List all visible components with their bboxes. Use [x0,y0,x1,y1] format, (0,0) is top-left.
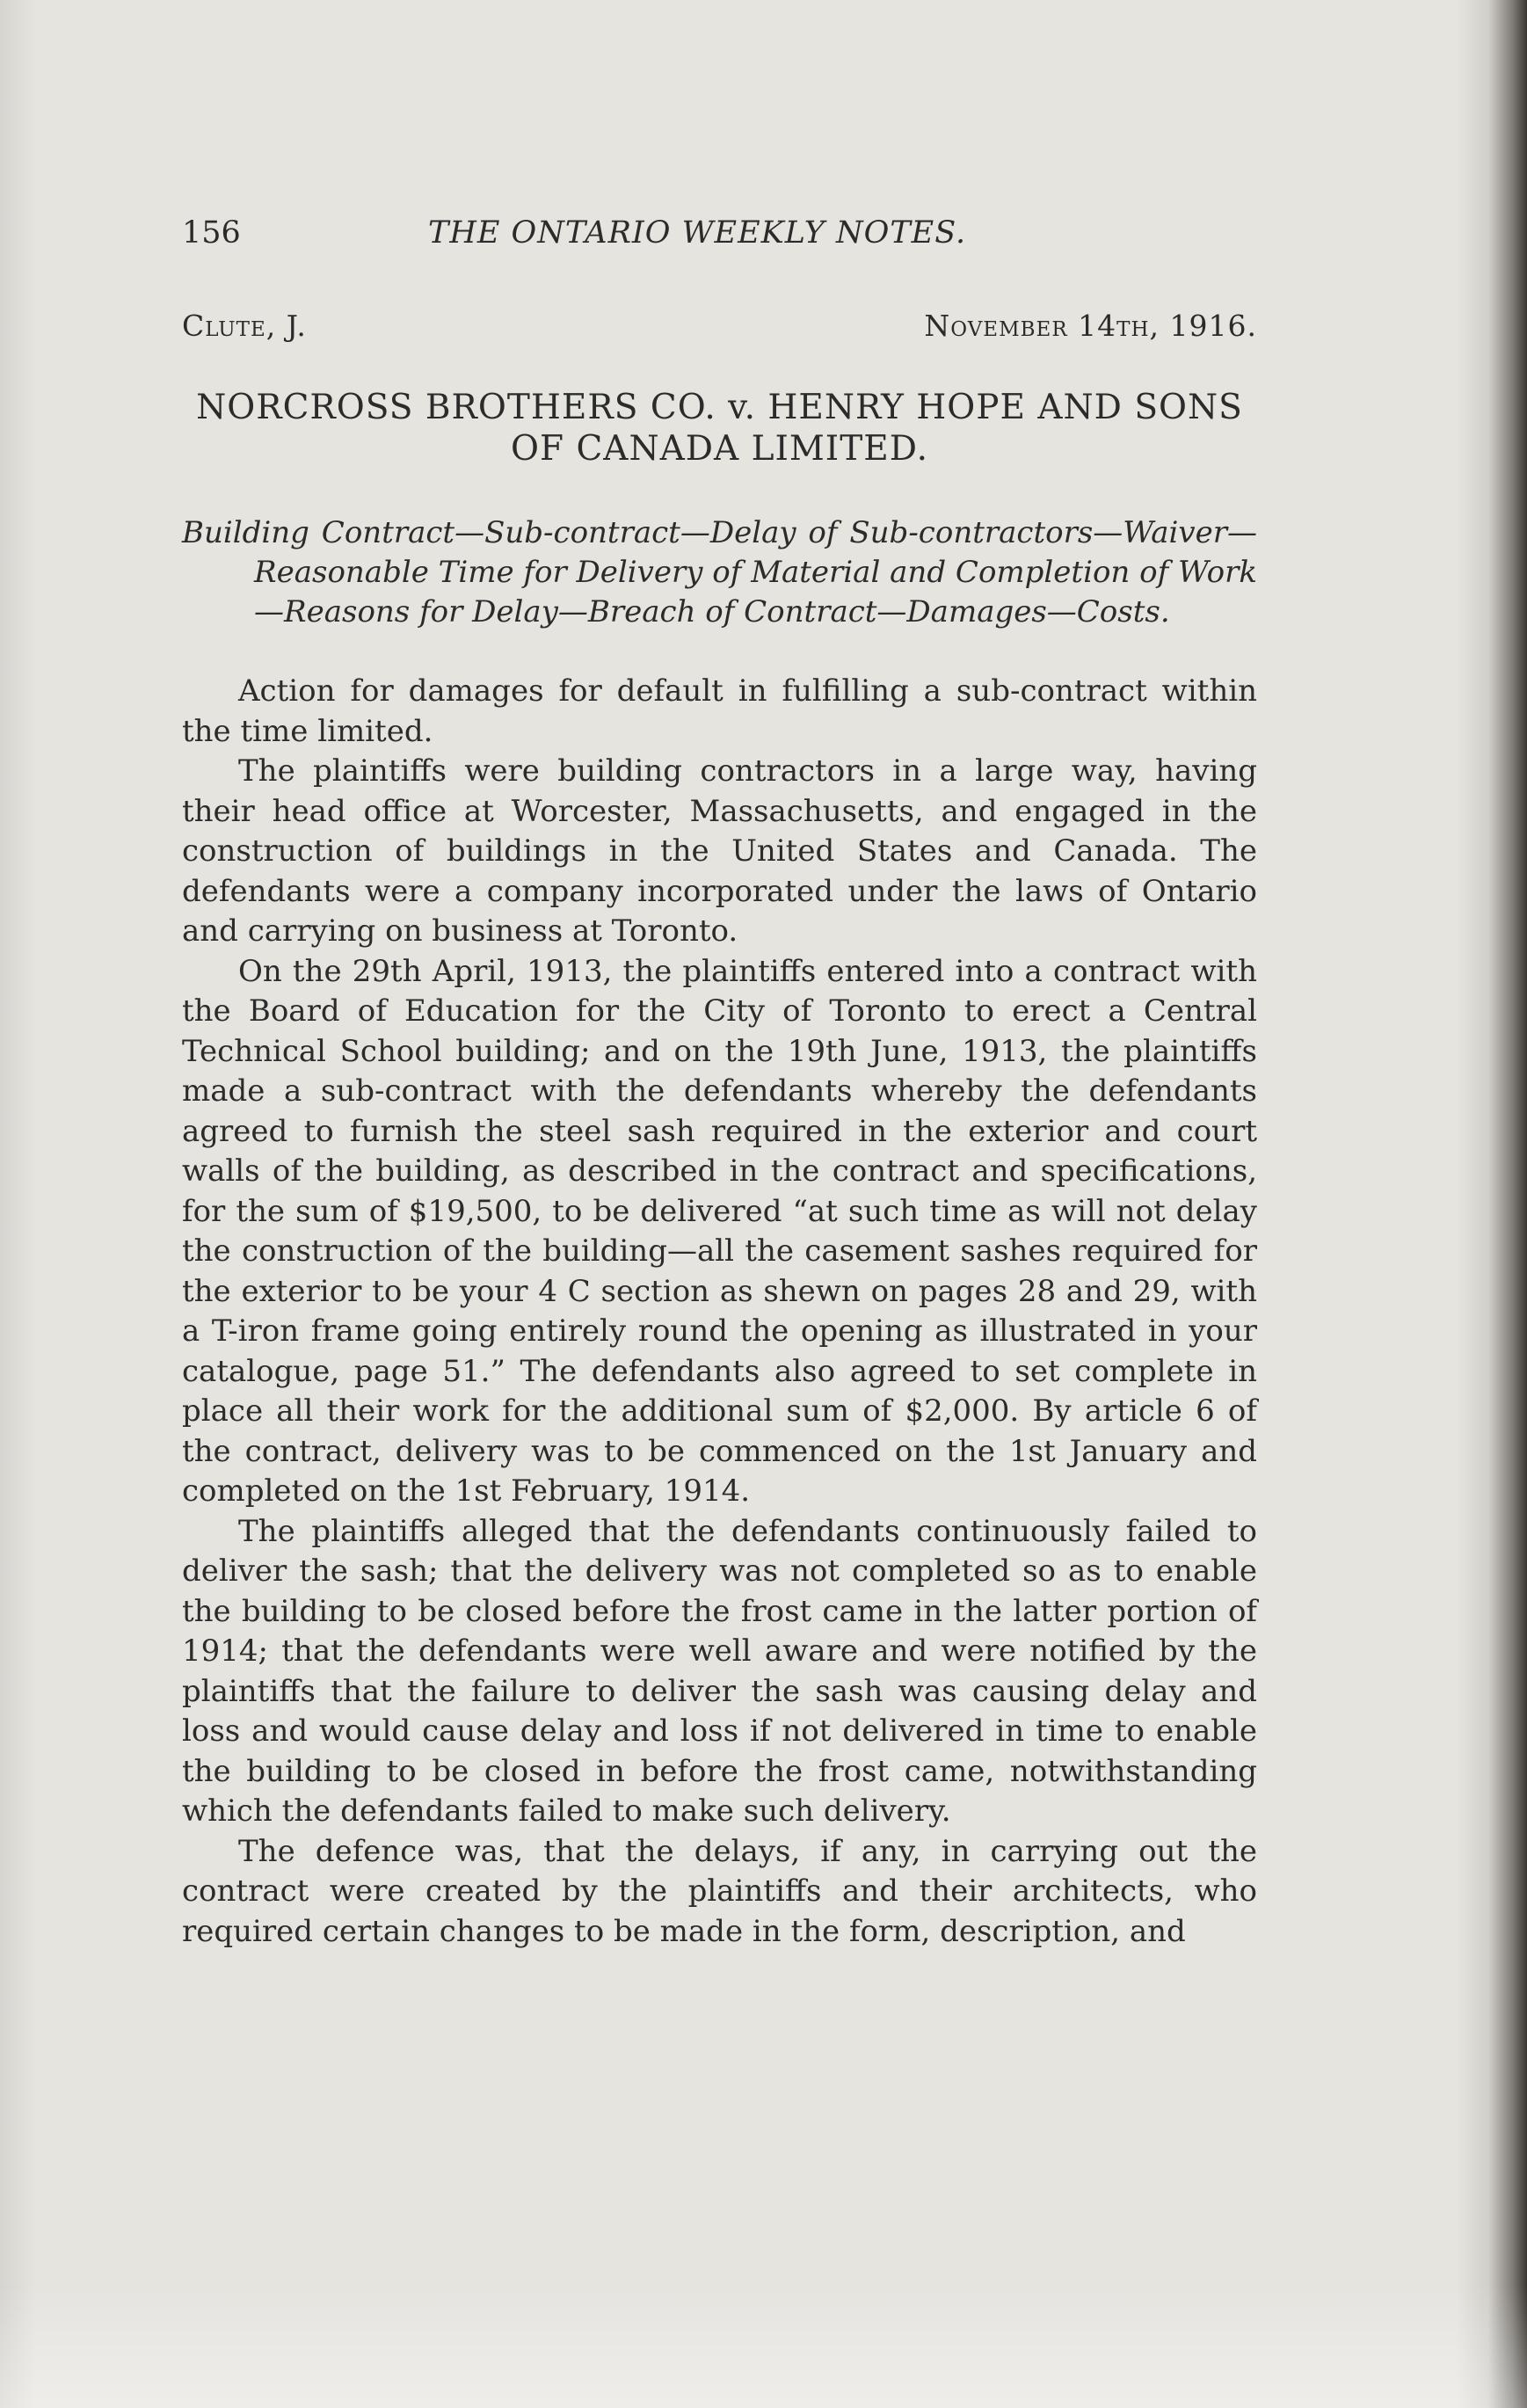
paragraph-4: The plaintiffs alleged that the defendants continuously failed to deliver the sash; that the delivery was not completed so as to enable the building to be closed before the frost came in the latter portion of 1914; that the defendants were well aware and were notified by the plaintiffs that the failure to deliver the sash was causing delay and loss and would cause delay and loss if not delivered in time to enable the building to be closed in before the frost came, notwithstanding which the defendants failed to make such delivery. [182,1513,1257,1829]
dateline [182,309,1257,343]
case-title: NORCROSS BROTHERS CO. v. HENRY HOPE AND SONS OF CANADA LIMITED. [196,388,1243,469]
paragraph-5: The defence was, that the delays, if any, in carrying out the contract were created by the plaintiffs and their architects, who required certain changes to be made in the form, description, and [182,1833,1257,1949]
paragraph-2: The plaintiffs were building contractors in a large way, having their head office at Worcester, Massachusetts, and engaged in the construction of buildings in the United States and Canada. The defendants were a company incorporated under the laws of Ontario and carrying on business at Toronto. [182,753,1257,949]
paragraph-1: Action for damages for default in fulfilling a sub-contract within the time limited. [182,673,1257,749]
judgment-date: November 14th, 1916. [924,309,1257,343]
paragraph-3: On the 29th April, 1913, the plaintiffs entered into a contract with the Board of Education for the City of Toronto to erect a Central Technical School building; and on the 19th June, 1913, the plaintiffs made a sub-contract with the defendants whereby the defendants agreed to furnish the steel sash required in the exterior and court walls of the building, as described in the contract and specifications, for the sum of $19,500, to be delivered “at such time as will not delay the construction of the building—all the casement sashes required for the exterior to be your 4 C section as shewn on pages 28 and 29, with a T-iron frame going entirely round the opening as illustrated in your catalogue, page 51.” The defendants also agreed to set complete in place all their work for the additional sum of $2,000. By article 6 of the contract, delivery was to be commenced on the 1st January and completed on the 1st February, 1914. [182,953,1257,1509]
journal-title: THE ONTARIO WEEKLY NOTES. [428,215,967,251]
body-text [182,672,1257,1952]
book-gutter-shadow [1457,0,1527,2408]
page-number: 156 [182,215,241,251]
page-content [182,215,1257,1952]
running-head [182,215,1257,261]
judge-name: Clute, J. [182,309,307,343]
page-edge-shadow-left [0,0,35,2408]
headnote: Building Contract—Sub-contract—Delay of Sub-contractors—Waiver—Reasonable Time for Delivery of Material and Completion of Work—Reasons for Delay—Breach of Contract—Damages—Costs. [182,515,1257,629]
page-bottom-margin [0,2285,1527,2408]
